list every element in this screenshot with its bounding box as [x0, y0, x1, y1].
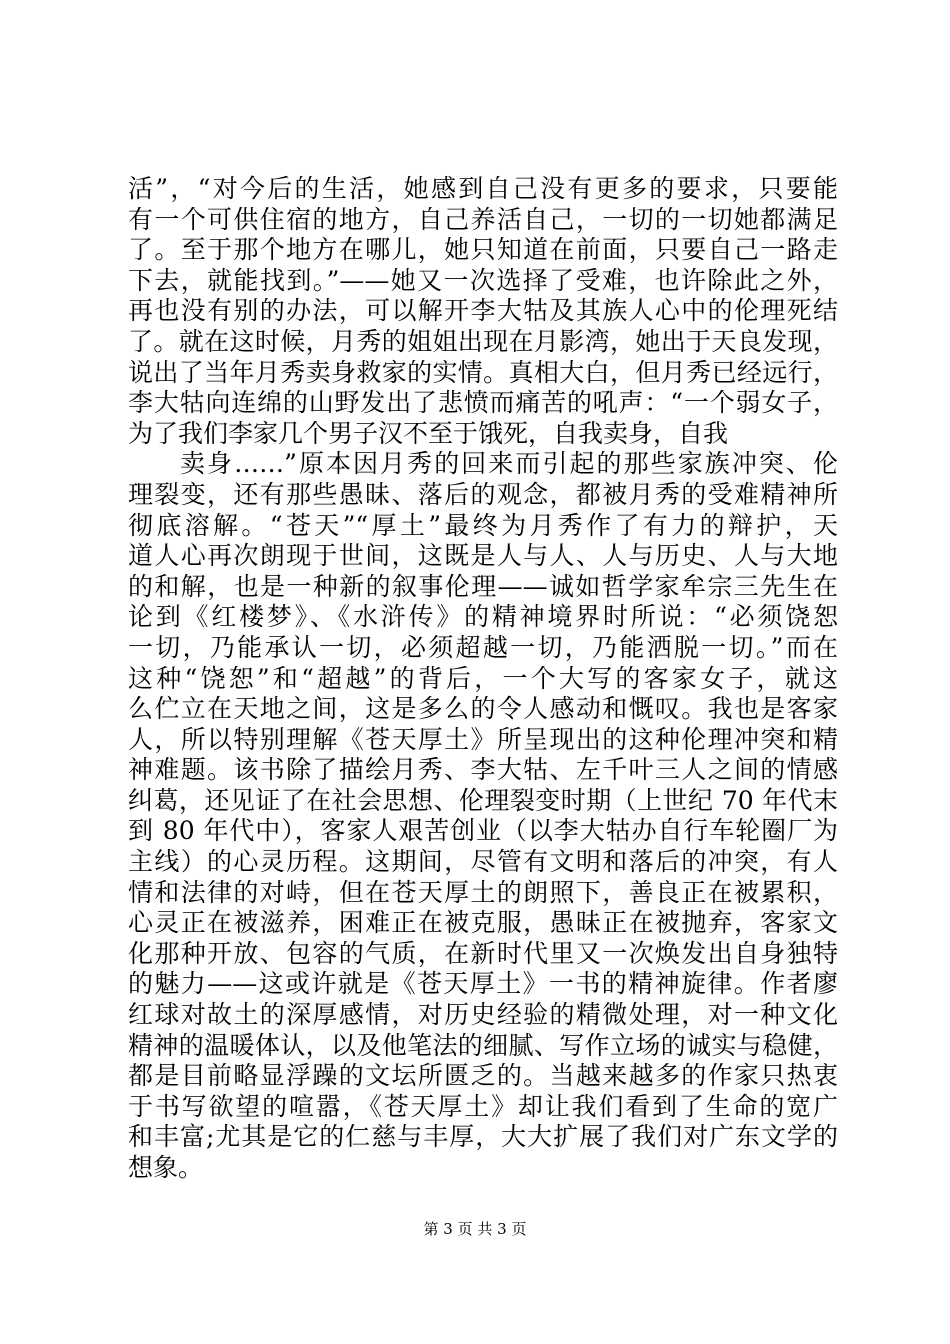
text-line: 彻底溶解。“苍天”“厚土”最终为月秀作了有力的辩护，天: [128, 510, 838, 540]
text-line: 和丰富;尤其是它的仁慈与丰厚，大大扩展了我们对广东文学的: [128, 1122, 838, 1152]
text-line: 再也没有别的办法，可以解开李大牯及其族人心中的伦理死结: [128, 296, 838, 326]
text-line: 的和解，也是一种新的叙事伦理——诚如哲学家牟宗三先生在: [128, 571, 838, 601]
page-footer: 第 3 页 共 3 页: [423, 1220, 527, 1238]
text-line: 有一个可供住宿的地方，自己养活自己，一切的一切她都满足: [128, 204, 838, 234]
text-line: 论到《红楼梦》、《水浒传》的精神境界时所说：“必须饶恕: [128, 602, 838, 632]
text-line: 到 80 年代中），客家人艰苦创业（以李大牯办自行车轮圈厂为: [128, 816, 838, 846]
text-line: 活”，“对今后的生活，她感到自己没有更多的要求，只要能: [128, 174, 838, 203]
text-line: 神难题。该书除了描绘月秀、李大牯、左千叶三人之间的情感: [128, 755, 838, 785]
text-line: 红球对故土的深厚感情，对历史经验的精微处理，对一种文化: [128, 1000, 838, 1030]
text-line: 李大牯向连绵的山野发出了悲愤而痛苦的吼声：“一个弱女子，: [128, 388, 838, 418]
text-line: 精神的温暖体认，以及他笔法的细腻、写作立场的诚实与稳健，: [128, 1030, 838, 1060]
text-line: 情和法律的对峙，但在苍天厚土的朗照下，善良正在被累积，: [128, 877, 838, 907]
text-line: 想象。: [128, 1153, 204, 1182]
text-line: 为了我们李家几个男子汉不至于饿死，自我卖身，自我: [128, 418, 729, 448]
text-line: 于书写欲望的喧嚣，《苍天厚土》却让我们看到了生命的宽广: [128, 1091, 838, 1121]
text-line: 的魅力——这或许就是《苍天厚土》一书的精神旋律。作者廖: [128, 969, 838, 999]
text-line: 这种“饶恕”和“超越”的背后，一个大写的客家女子，就这: [128, 663, 838, 693]
text-line: 理裂变，还有那些愚昧、落后的观念，都被月秀的受难精神所: [128, 479, 838, 509]
text-line: 都是目前略显浮躁的文坛所匮乏的。当越来越多的作家只热衷: [128, 1061, 838, 1091]
text-line: 化那种开放、包容的气质，在新时代里又一次焕发出自身独特: [128, 938, 838, 968]
text-line: 了。就在这时候，月秀的姐姐出现在月影湾，她出于天良发现，: [128, 326, 838, 356]
text-line: 么伫立在天地之间，这是多么的令人感动和慨叹。我也是客家: [128, 694, 838, 724]
text-line: 了。至于那个地方在哪儿，她只知道在前面，只要自己一路走: [128, 235, 838, 265]
text-line: 人，所以特别理解《苍天厚土》所呈现出的这种伦理冲突和精: [128, 724, 838, 754]
text-line: 下去，就能找到。”——她又一次选择了受难，也许除此之外，: [128, 265, 838, 295]
text-line: 卖身……”原本因月秀的回来而引起的那些家族冲突、伦: [180, 449, 838, 479]
text-line: 心灵正在被滋养，困难正在被克服，愚昧正在被抛弃，客家文: [128, 908, 838, 938]
text-line: 道人心再次朗现于世间，这既是人与人、人与历史、人与大地: [128, 541, 838, 571]
text-line: 一切，乃能承认一切，必须超越一切，乃能洒脱一切。”而在: [128, 632, 838, 662]
text-line: 主线）的心灵历程。这期间，尽管有文明和落后的冲突，有人: [128, 847, 838, 877]
text-line: 纠葛，还见证了在社会思想、伦理裂变时期（上世纪 70 年代末: [128, 785, 838, 815]
text-line: 说出了当年月秀卖身救家的实情。真相大白，但月秀已经远行，: [128, 357, 838, 387]
body-text: [128, 174, 838, 1184]
